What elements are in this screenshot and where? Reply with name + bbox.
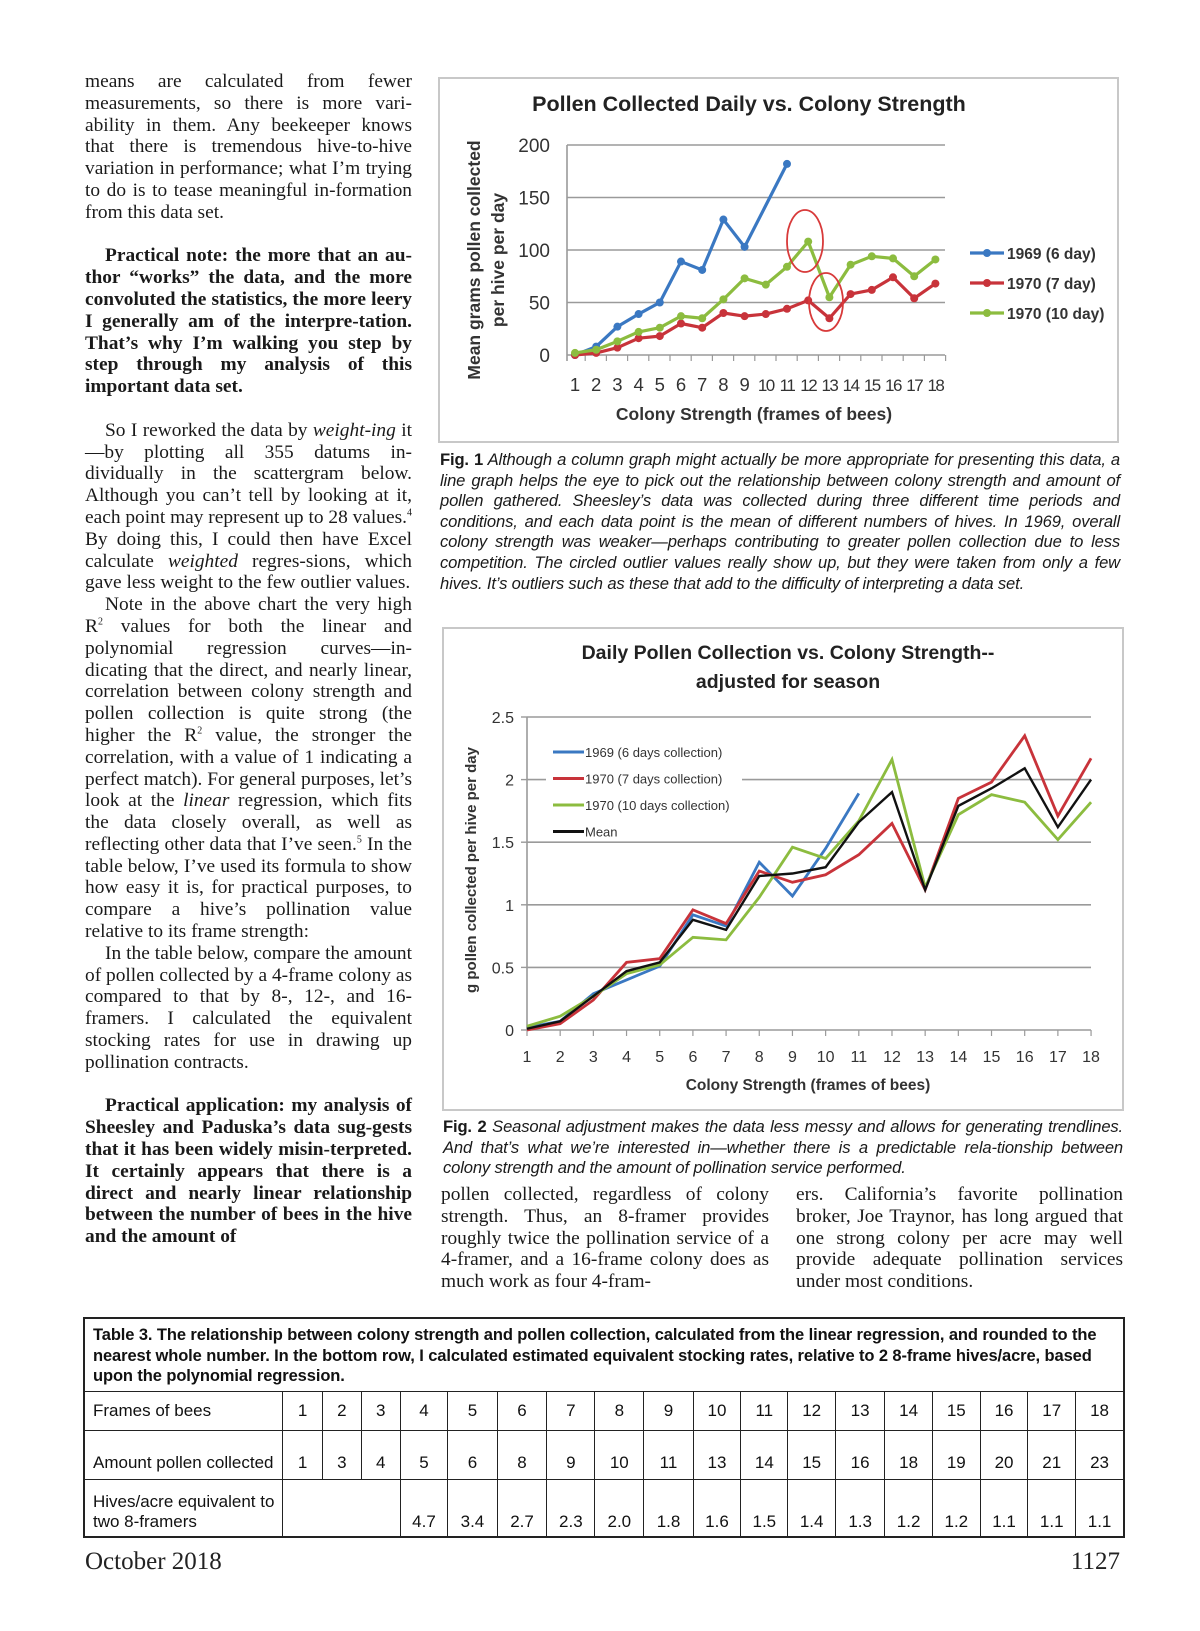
svg-text:7: 7 bbox=[721, 1049, 731, 1066]
table-cell: 3 bbox=[361, 1391, 400, 1430]
svg-text:9: 9 bbox=[739, 374, 750, 395]
svg-text:Colony Strength (frames of bee: Colony Strength (frames of bees) bbox=[685, 1077, 931, 1094]
svg-text:1: 1 bbox=[505, 897, 514, 915]
svg-text:6: 6 bbox=[675, 374, 687, 395]
svg-text:6: 6 bbox=[688, 1049, 698, 1066]
table-cell: 18 bbox=[885, 1430, 933, 1479]
svg-text:14: 14 bbox=[949, 1049, 968, 1066]
practical-note: Practical note: the more that an au-thor “works” the data, and the more convoluted the statistics, the more leery I generally am of the interpre-tation. That’s why I’m walking you step by step through my analysis of this important data set. bbox=[85, 245, 412, 398]
svg-text:1969 (6 day): 1969 (6 day) bbox=[1007, 246, 1096, 263]
svg-text:5: 5 bbox=[655, 1049, 665, 1066]
svg-text:50: 50 bbox=[528, 293, 550, 315]
table-cell: 1.1 bbox=[980, 1479, 1028, 1537]
row-label: Amount pollen collected bbox=[84, 1430, 283, 1479]
table-cell: 13 bbox=[693, 1430, 741, 1479]
table-cell: 5 bbox=[448, 1391, 497, 1430]
table-cell: 4 bbox=[361, 1430, 400, 1479]
svg-text:4: 4 bbox=[633, 374, 644, 395]
table-cell: 3.4 bbox=[448, 1479, 497, 1537]
svg-text:2: 2 bbox=[555, 1049, 565, 1066]
svg-text:2: 2 bbox=[505, 772, 514, 790]
svg-text:17: 17 bbox=[1048, 1049, 1067, 1066]
svg-text:9: 9 bbox=[787, 1049, 797, 1066]
svg-text:11: 11 bbox=[779, 376, 795, 395]
svg-text:16: 16 bbox=[1015, 1049, 1034, 1066]
table-cell: 17 bbox=[1028, 1391, 1076, 1430]
table-cell: 4.7 bbox=[400, 1479, 448, 1537]
svg-text:13: 13 bbox=[916, 1049, 935, 1066]
practical-application: Practical application: my analysis of Sheesley and Paduska’s data sug-gests that it has been widely misin-terpreted. It certainly appears that there is a direct and nearly linear relationship between the number of bees in the hive and the amount of bbox=[85, 1095, 412, 1248]
svg-text:Daily Pollen Collection vs. Co: Daily Pollen Collection vs. Colony Strength-- bbox=[581, 642, 995, 664]
svg-text:10: 10 bbox=[757, 376, 774, 395]
left-column bbox=[85, 71, 412, 1248]
svg-text:11: 11 bbox=[850, 1049, 868, 1066]
table-cell: 16 bbox=[836, 1430, 885, 1479]
table-cell: 10 bbox=[693, 1391, 741, 1430]
svg-text:100: 100 bbox=[518, 241, 550, 262]
svg-text:18: 18 bbox=[927, 376, 944, 395]
table-cell: 16 bbox=[980, 1391, 1028, 1430]
table-cell: 1.2 bbox=[885, 1479, 933, 1537]
table-cell: 1 bbox=[283, 1391, 323, 1430]
svg-text:2.5: 2.5 bbox=[491, 710, 514, 727]
table-cell: 1.5 bbox=[741, 1479, 788, 1537]
table-cell: 2.7 bbox=[497, 1479, 547, 1537]
paragraph: Note in the above chart the very high $R^2$ values for both the linear and polynomial regression curves—in-dicating that the direct, and nearly linear, correlation between colony strength and pollen collection is quite strong (the higher the $R^2$ value, the stronger the correlation, with a value of 1 indicating a perfect match). For general purposes, let’s look at the linear regression, which fits the data closely overall, as well as reflecting other data that I’ve seen.$^5$ In the table below, I’ve used its formula to show how easy it is, for practical purposes, to compare a hive’s pollination value relative to its frame strength: bbox=[85, 594, 412, 943]
table-cell: 9 bbox=[644, 1391, 693, 1430]
empty-cell bbox=[283, 1479, 400, 1537]
table-caption: Table 3. The relationship between colony strength and pollen collection, calculated from the linear regression, and rounded to the nearest whole number. In the bottom row, I calculated estimated equivalent stocking rates, relative to 2 8-frame hives/acre, based upon the polynomial regression. bbox=[84, 1318, 1124, 1391]
table-cell: 7 bbox=[547, 1391, 595, 1430]
table-cell: 20 bbox=[980, 1430, 1028, 1479]
table-cell: 23 bbox=[1076, 1430, 1124, 1479]
table-3 bbox=[83, 1317, 1125, 1538]
table-cell: 10 bbox=[595, 1430, 644, 1479]
paragraph: So I reworked the data by weight-ing it—by plotting all 355 datums in-dividually in the scattergram below. Although you can’t tell by looking at it, each point may represent up to 28 values.$^4$ By doing this, I could then have Excel calculate weighted regres-sions, which gave less weight to the few outlier values. bbox=[85, 419, 412, 594]
table-cell: 3 bbox=[322, 1430, 361, 1479]
svg-text:14: 14 bbox=[842, 376, 859, 395]
table-cell: 1.8 bbox=[644, 1479, 693, 1537]
table-cell: 11 bbox=[741, 1391, 788, 1430]
svg-text:1: 1 bbox=[522, 1049, 532, 1066]
table-cell: 4 bbox=[400, 1391, 448, 1430]
paragraph: means are calculated from fewer measurements, so there is more vari-ability in them. Any beekeeper knows that there is tremendous hive-to-hive variation in performance; what I’m trying to do is to tease meaningful in-formation from this data set. bbox=[85, 71, 412, 223]
table-cell: 2 bbox=[322, 1391, 361, 1430]
svg-text:1.5: 1.5 bbox=[491, 835, 514, 853]
table-cell: 12 bbox=[788, 1391, 836, 1430]
svg-text:1970 (7 day): 1970 (7 day) bbox=[1007, 276, 1096, 293]
table-cell: 15 bbox=[932, 1391, 980, 1430]
svg-text:2: 2 bbox=[591, 374, 602, 395]
table-cell: 13 bbox=[836, 1391, 885, 1430]
svg-text:15: 15 bbox=[982, 1049, 1001, 1066]
svg-text:8: 8 bbox=[718, 374, 729, 395]
row-label: Frames of bees bbox=[84, 1391, 283, 1430]
svg-text:7: 7 bbox=[697, 374, 708, 395]
page-number: 1127 bbox=[1070, 1548, 1120, 1575]
svg-text:1: 1 bbox=[569, 374, 581, 395]
table-cell: 11 bbox=[644, 1430, 693, 1479]
table-cell: 15 bbox=[788, 1430, 836, 1479]
table-cell: 1.6 bbox=[693, 1479, 741, 1537]
svg-text:Mean: Mean bbox=[585, 824, 618, 840]
paragraph: In the table below, compare the amount of pollen collected by a 4-frame colony as compared to that by 8-, 12-, and 16-framers. I calculated the equivalent stocking rates for use in drawing up pollination contracts. bbox=[85, 942, 412, 1073]
svg-text:16: 16 bbox=[885, 376, 901, 395]
table-row bbox=[84, 1430, 1124, 1479]
table-cell: 2.0 bbox=[595, 1479, 644, 1537]
chart1-svg bbox=[440, 79, 1117, 441]
table-cell: 5 bbox=[400, 1430, 448, 1479]
table-cell: 14 bbox=[741, 1430, 788, 1479]
table-cell: 1.1 bbox=[1076, 1479, 1124, 1537]
svg-text:1970 (10 day): 1970 (10 day) bbox=[1007, 306, 1105, 323]
svg-text:1970 (10 days collection): 1970 (10 days collection) bbox=[585, 798, 730, 813]
fig2-caption: Fig. 2 Seasonal adjustment makes the data less messy and allows for generating trendlines. And that’s what we’re interested in—whether there is a predictable rela-tionship between colony strength and the amount of pollination service performed. bbox=[443, 1117, 1123, 1178]
chart2-svg bbox=[444, 629, 1122, 1109]
table-cell: 8 bbox=[497, 1430, 547, 1479]
svg-text:1970 (7 days collection): 1970 (7 days collection) bbox=[585, 771, 723, 787]
svg-text:12: 12 bbox=[800, 376, 817, 395]
table-cell: 14 bbox=[885, 1391, 933, 1430]
svg-text:17: 17 bbox=[906, 376, 923, 395]
svg-text:15: 15 bbox=[863, 376, 880, 395]
table-cell: 1.1 bbox=[1028, 1479, 1076, 1537]
svg-text:0.5: 0.5 bbox=[491, 960, 514, 978]
svg-text:g pollen collected per hive pe: g pollen collected per hive per day bbox=[463, 747, 480, 993]
svg-text:3: 3 bbox=[588, 1049, 598, 1066]
table-cell: 2.3 bbox=[547, 1479, 595, 1537]
table-cell: 19 bbox=[932, 1430, 980, 1479]
svg-text:200: 200 bbox=[518, 136, 550, 157]
chart-pollen-daily bbox=[438, 77, 1119, 443]
svg-text:1969 (6 days collection): 1969 (6 days collection) bbox=[585, 745, 723, 760]
table-cell: 1 bbox=[283, 1430, 323, 1479]
table-row bbox=[84, 1391, 1124, 1430]
fig1-caption: Fig. 1 Although a column graph might actually be more appropriate for presenting this data, a line graph helps the eye to pick out the relationship between colony strength and amount of pollen gathered. Sheesley’s data was collected during three different time periods and conditions, and each data point is the mean of different numbers of hives. In 1969, overall colony strength was weaker—perhaps contributing to greater pollen collection due to less competition. The circled outlier values really show up, but they were taken from only a few hives. It’s outliers such as these that add to the difficulty of interpreting a data set. bbox=[440, 450, 1120, 593]
svg-text:12: 12 bbox=[883, 1049, 901, 1066]
svg-text:13: 13 bbox=[821, 376, 838, 395]
chart1-title: Pollen Collected Daily vs. Colony Strength bbox=[532, 92, 966, 116]
table-row bbox=[84, 1479, 1124, 1537]
svg-text:4: 4 bbox=[622, 1049, 631, 1066]
svg-text:adjusted for season: adjusted for season bbox=[695, 671, 881, 693]
svg-text:0: 0 bbox=[505, 1023, 514, 1040]
table-cell: 6 bbox=[497, 1391, 547, 1430]
svg-text:150: 150 bbox=[518, 188, 550, 210]
table-cell: 1.3 bbox=[836, 1479, 885, 1537]
table-cell: 1.4 bbox=[788, 1479, 836, 1537]
mid-column-right: ers. California’s favorite pollination broker, Joe Traynor, has long argued that one strong colony per acre may well provide adequate pollination services under most conditions. bbox=[796, 1184, 1123, 1293]
table-cell: 21 bbox=[1028, 1430, 1076, 1479]
row-label: Hives/acre equivalent to two 8-framers bbox=[84, 1479, 283, 1537]
svg-text:Colony Strength (frames of bee: Colony Strength (frames of bees) bbox=[615, 404, 893, 424]
table-cell: 18 bbox=[1076, 1391, 1124, 1430]
footer-date: October 2018 bbox=[85, 1548, 222, 1575]
table-cell: 1.2 bbox=[932, 1479, 980, 1537]
svg-text:10: 10 bbox=[816, 1049, 835, 1066]
svg-text:3: 3 bbox=[612, 374, 623, 395]
svg-text:5: 5 bbox=[654, 374, 665, 395]
chart-pollen-adjusted bbox=[442, 627, 1124, 1111]
svg-text:0: 0 bbox=[539, 346, 550, 367]
table-cell: 8 bbox=[595, 1391, 644, 1430]
mid-column-left: pollen collected, regardless of colony strength. Thus, an 8-framer provides roughly twice the pollination service of a 4-framer, and a 16-frame colony does as much work as four 4-fram- bbox=[441, 1184, 769, 1293]
table-cell: 9 bbox=[547, 1430, 595, 1479]
svg-text:18: 18 bbox=[1082, 1049, 1100, 1066]
table-cell: 6 bbox=[448, 1430, 497, 1479]
svg-text:8: 8 bbox=[754, 1049, 764, 1066]
svg-text:Mean grams pollen collectedper: Mean grams pollen collected per hive per day bbox=[464, 140, 508, 380]
